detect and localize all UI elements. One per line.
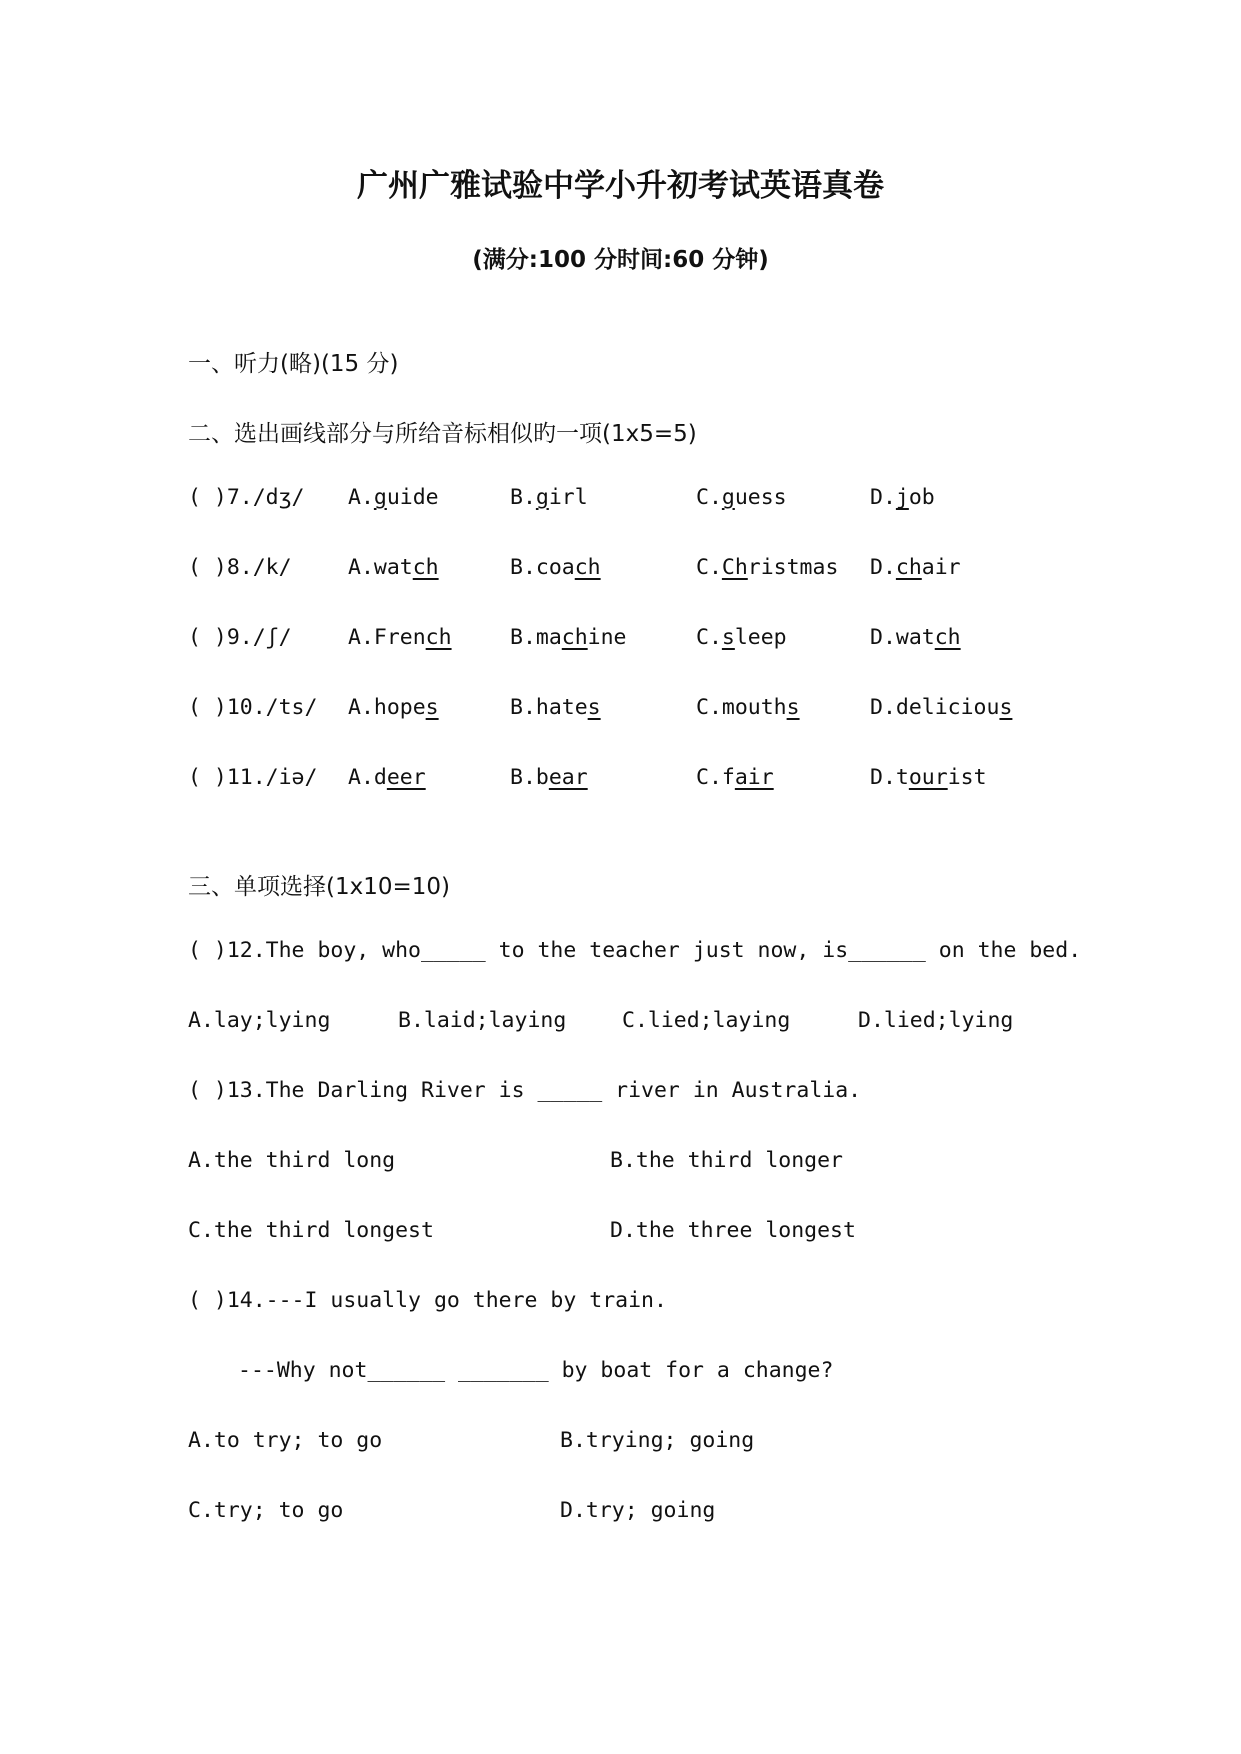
option-text: D.deliciou (870, 695, 1000, 720)
page-subtitle: (满分:100 分时间:60 分钟) (472, 247, 769, 273)
page-title: 广州广雅试验中学小升初考试英语真卷 (357, 168, 884, 204)
option-text: B.hate (510, 695, 588, 720)
underlined-letters: Ch (721, 555, 748, 580)
q14-option-c: C.try; to go (188, 1498, 344, 1523)
q12-option-d: D.lied;lying (858, 1008, 1014, 1033)
underlined-letters: eer (386, 765, 426, 790)
underlined-letters: g (721, 485, 735, 510)
phonetic-option (696, 765, 774, 790)
option-text: A.d (348, 765, 387, 790)
option-text: A.hope (348, 695, 426, 720)
phonetic-option (510, 555, 601, 580)
section-heading-listening: 一、听力(略)(15 分) (188, 351, 399, 377)
q13-option-c: C.the third longest (188, 1218, 434, 1243)
phonetic-question-number: ( )7./dʒ/ (188, 485, 305, 510)
phonetic-option (870, 695, 1012, 720)
option-text: ristmas (747, 555, 839, 580)
option-text: ist (947, 765, 987, 790)
q14-option-d: D.try; going (560, 1498, 716, 1523)
phonetic-option (348, 625, 452, 650)
question-14-text: ( )14.---I usually go there by train. (188, 1288, 667, 1313)
option-text: D. (870, 555, 896, 580)
option-text: uess (734, 485, 787, 510)
option-text: D. (870, 485, 896, 510)
section-heading-phonetics: 二、选出画线部分与所给音标相似旳一项(1x5=5) (188, 421, 697, 447)
option-text: ine (587, 625, 627, 650)
underlined-letters: g (373, 485, 387, 510)
underlined-letters: j (895, 485, 909, 510)
phonetic-option (696, 555, 838, 580)
option-text: irl (548, 485, 588, 510)
phonetic-option (510, 695, 601, 720)
phonetic-option (348, 485, 439, 510)
option-text: C. (696, 485, 722, 510)
underlined-letters: s (999, 695, 1013, 720)
option-text: B. (510, 485, 536, 510)
option-text: leep (734, 625, 787, 650)
phonetic-option (348, 695, 439, 720)
q12-option-a: A.lay;lying (188, 1008, 331, 1033)
phonetic-option (510, 765, 588, 790)
underlined-letters: air (734, 765, 774, 790)
underlined-letters: ch (561, 625, 588, 650)
phonetic-question-number: ( )8./k/ (188, 555, 292, 580)
question-12-text: ( )12.The boy, who_____ to the teacher just now, is______ on the bed. (188, 938, 1082, 963)
q14-option-a: A.to try; to go (188, 1428, 383, 1453)
underlined-letters: s (721, 625, 735, 650)
phonetic-option (870, 625, 961, 650)
q12-option-b: B.laid;laying (398, 1008, 567, 1033)
q14-option-b: B.trying; going (560, 1428, 755, 1453)
option-text: C.mouth (696, 695, 787, 720)
phonetic-option (510, 485, 588, 510)
underlined-letters: ch (934, 625, 961, 650)
option-text: B.ma (510, 625, 562, 650)
option-text: D.wat (870, 625, 935, 650)
underlined-letters: s (425, 695, 439, 720)
phonetic-question-number: ( )11./iə/ (188, 765, 318, 790)
q13-option-b: B.the third longer (610, 1148, 843, 1173)
underlined-letters: s (786, 695, 800, 720)
underlined-letters: ch (574, 555, 601, 580)
section-heading-single-choice: 三、单项选择(1x10=10) (188, 874, 450, 900)
underlined-letters: s (587, 695, 601, 720)
phonetic-option (696, 695, 800, 720)
phonetic-option (870, 555, 961, 580)
q13-option-d: D.the three longest (610, 1218, 856, 1243)
option-text: B.b (510, 765, 549, 790)
phonetic-option (870, 485, 935, 510)
option-text: B.coa (510, 555, 575, 580)
option-text: A.wat (348, 555, 413, 580)
option-text: A. (348, 485, 374, 510)
phonetic-question-number: ( )10./ts/ (188, 695, 318, 720)
phonetic-option (510, 625, 627, 650)
underlined-letters: ear (548, 765, 588, 790)
q13-option-a: A.the third long (188, 1148, 396, 1173)
phonetic-question-number: ( )9./ʃ/ (188, 625, 292, 650)
q12-option-c: C.lied;laying (622, 1008, 791, 1033)
option-text: C.f (696, 765, 735, 790)
phonetic-option (696, 625, 787, 650)
option-text: C. (696, 625, 722, 650)
option-text: air (921, 555, 961, 580)
phonetic-option (696, 485, 787, 510)
underlined-letters: our (908, 765, 948, 790)
phonetic-option (870, 765, 987, 790)
option-text: ob (908, 485, 935, 510)
underlined-letters: ch (412, 555, 439, 580)
option-text: A.Fren (348, 625, 426, 650)
question-13-text: ( )13.The Darling River is _____ river in Australia. (188, 1078, 862, 1103)
option-text: uide (386, 485, 439, 510)
underlined-letters: ch (425, 625, 452, 650)
underlined-letters: ch (895, 555, 922, 580)
question-14-reply: ---Why not______ _______ by boat for a change? (238, 1358, 834, 1383)
phonetic-option (348, 555, 439, 580)
phonetic-option (348, 765, 426, 790)
option-text: C. (696, 555, 722, 580)
option-text: D.t (870, 765, 909, 790)
underlined-letters: g (535, 485, 549, 510)
